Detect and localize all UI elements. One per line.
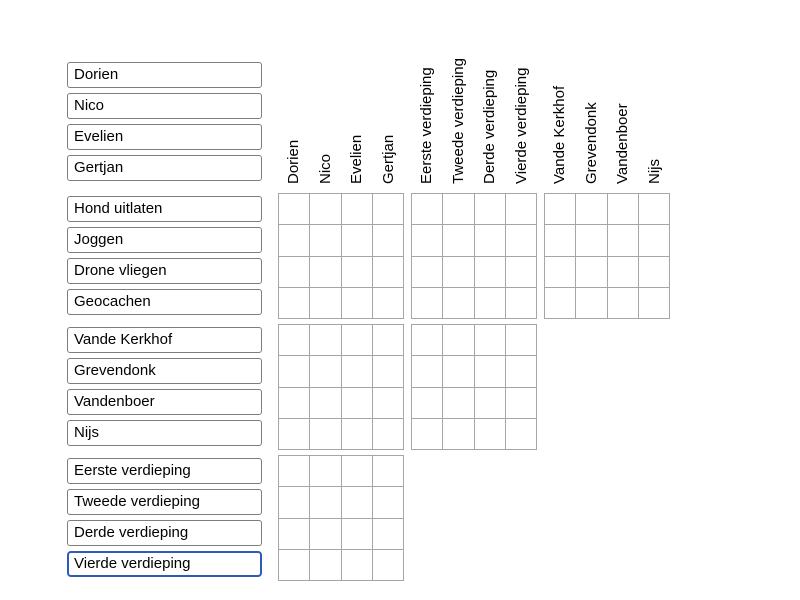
grid-cell[interactable] <box>412 288 442 318</box>
grid-cell[interactable] <box>342 388 372 418</box>
grid-cell[interactable] <box>475 257 505 287</box>
grid-cell[interactable] <box>342 325 372 355</box>
grid-cell[interactable] <box>506 194 536 224</box>
grid-cell[interactable] <box>279 419 309 449</box>
grid-cell[interactable] <box>279 487 309 517</box>
grid-cell[interactable] <box>310 288 340 318</box>
row-label-box-focused[interactable]: Vierde verdieping <box>67 551 262 577</box>
grid-cell[interactable] <box>443 194 473 224</box>
grid-cell[interactable] <box>506 419 536 449</box>
grid-cell[interactable] <box>608 194 638 224</box>
grid-block-floors-names <box>278 455 404 581</box>
grid-cell[interactable] <box>373 194 403 224</box>
row-label-box[interactable]: Grevendonk <box>67 358 262 384</box>
grid-cell[interactable] <box>342 419 372 449</box>
grid-cell[interactable] <box>342 356 372 386</box>
grid-cell[interactable] <box>310 519 340 549</box>
grid-cell[interactable] <box>279 325 309 355</box>
grid-block-surnames-floors <box>411 324 537 450</box>
grid-cell[interactable] <box>373 456 403 486</box>
grid-cell[interactable] <box>639 288 669 318</box>
grid-cell[interactable] <box>342 456 372 486</box>
grid-cell[interactable] <box>506 288 536 318</box>
grid-cell[interactable] <box>475 356 505 386</box>
grid-cell[interactable] <box>279 456 309 486</box>
row-label-box[interactable]: Vande Kerkhof <box>67 327 262 353</box>
grid-cell[interactable] <box>475 419 505 449</box>
grid-cell[interactable] <box>506 325 536 355</box>
grid-cell[interactable] <box>310 487 340 517</box>
row-label-box[interactable]: Nico <box>67 93 262 119</box>
grid-cell[interactable] <box>310 419 340 449</box>
grid-cell[interactable] <box>342 288 372 318</box>
grid-cell[interactable] <box>279 225 309 255</box>
row-label-box[interactable]: Geocachen <box>67 289 262 315</box>
grid-cell[interactable] <box>475 388 505 418</box>
grid-cell[interactable] <box>279 194 309 224</box>
grid-cell[interactable] <box>412 225 442 255</box>
column-headers-names <box>278 0 404 184</box>
column-label: Dorien <box>285 139 302 184</box>
grid-cell[interactable] <box>576 288 606 318</box>
grid-cell[interactable] <box>608 288 638 318</box>
grid-cell[interactable] <box>373 225 403 255</box>
grid-cell[interactable] <box>342 519 372 549</box>
grid-cell[interactable] <box>475 194 505 224</box>
grid-cell[interactable] <box>412 356 442 386</box>
grid-cell[interactable] <box>342 194 372 224</box>
grid-cell[interactable] <box>412 419 442 449</box>
grid-cell[interactable] <box>310 325 340 355</box>
column-label: Vandenboer <box>614 103 631 184</box>
grid-cell[interactable] <box>576 225 606 255</box>
column-label: Tweede verdieping <box>449 58 467 184</box>
column-label: Derde verdieping <box>481 69 498 184</box>
grid-cell[interactable] <box>639 257 669 287</box>
grid-cell[interactable] <box>373 356 403 386</box>
grid-cell[interactable] <box>506 257 536 287</box>
grid-cell[interactable] <box>639 225 669 255</box>
grid-cell[interactable] <box>373 419 403 449</box>
grid-cell[interactable] <box>310 550 340 580</box>
grid-cell[interactable] <box>639 194 669 224</box>
grid-cell[interactable] <box>576 194 606 224</box>
column-label: Grevendonk <box>582 102 600 184</box>
grid-cell[interactable] <box>342 487 372 517</box>
grid-cell[interactable] <box>310 257 340 287</box>
grid-cell[interactable] <box>443 356 473 386</box>
grid-cell[interactable] <box>412 388 442 418</box>
grid-cell[interactable] <box>506 388 536 418</box>
grid-cell[interactable] <box>576 257 606 287</box>
grid-cell[interactable] <box>475 288 505 318</box>
row-label-box[interactable]: Joggen <box>67 227 262 253</box>
grid-cell[interactable] <box>342 550 372 580</box>
grid-block-activities-floors <box>411 193 537 319</box>
row-label-box[interactable]: Dorien <box>67 62 262 88</box>
grid-cell[interactable] <box>279 356 309 386</box>
grid-cell[interactable] <box>545 194 575 224</box>
grid-cell[interactable] <box>310 225 340 255</box>
grid-cell[interactable] <box>373 487 403 517</box>
grid-cell[interactable] <box>373 550 403 580</box>
grid-cell[interactable] <box>310 356 340 386</box>
grid-cell[interactable] <box>475 225 505 255</box>
grid-cell[interactable] <box>412 257 442 287</box>
column-label: Eerste verdieping <box>418 67 435 184</box>
row-label-box[interactable]: Derde verdieping <box>67 520 262 546</box>
row-label-box[interactable]: Gertjan <box>67 155 262 181</box>
grid-cell[interactable] <box>373 388 403 418</box>
grid-cell[interactable] <box>412 194 442 224</box>
grid-block-activities-names <box>278 193 404 319</box>
grid-block-surnames-names <box>278 324 404 450</box>
grid-cell[interactable] <box>279 519 309 549</box>
grid-cell[interactable] <box>443 288 473 318</box>
grid-cell[interactable] <box>310 388 340 418</box>
column-label: Evelien <box>348 134 365 184</box>
grid-cell[interactable] <box>506 225 536 255</box>
grid-cell[interactable] <box>310 194 340 224</box>
grid-cell[interactable] <box>279 388 309 418</box>
grid-cell[interactable] <box>310 456 340 486</box>
row-label-box[interactable]: Hond uitlaten <box>67 196 262 222</box>
column-label: Gertjan <box>379 134 397 184</box>
grid-cell[interactable] <box>545 225 575 255</box>
grid-cell[interactable] <box>443 257 473 287</box>
column-label: Nijs <box>645 159 663 184</box>
row-label-box[interactable]: Eerste verdieping <box>67 458 262 484</box>
grid-block-activities-surnames <box>544 193 670 319</box>
grid-cell[interactable] <box>279 257 309 287</box>
column-label: Vierde verdieping <box>512 67 530 184</box>
grid-cell[interactable] <box>373 325 403 355</box>
column-label: Nico <box>316 153 334 184</box>
grid-cell[interactable] <box>279 288 309 318</box>
grid-cell[interactable] <box>412 325 442 355</box>
row-label-box[interactable]: Tweede verdieping <box>67 489 262 515</box>
grid-cell[interactable] <box>443 225 473 255</box>
row-label-box[interactable]: Nijs <box>67 420 262 446</box>
grid-cell[interactable] <box>608 257 638 287</box>
grid-cell[interactable] <box>342 225 372 255</box>
grid-cell[interactable] <box>443 325 473 355</box>
grid-cell[interactable] <box>608 225 638 255</box>
grid-cell[interactable] <box>342 257 372 287</box>
grid-cell[interactable] <box>443 419 473 449</box>
grid-cell[interactable] <box>373 257 403 287</box>
grid-cell[interactable] <box>545 288 575 318</box>
grid-cell[interactable] <box>475 325 505 355</box>
grid-cell[interactable] <box>506 356 536 386</box>
grid-cell[interactable] <box>279 550 309 580</box>
grid-cell[interactable] <box>443 388 473 418</box>
column-headers-floors <box>411 0 537 184</box>
column-headers-surnames <box>544 0 670 184</box>
grid-cell[interactable] <box>545 257 575 287</box>
row-label-box[interactable]: Drone vliegen <box>67 258 262 284</box>
grid-cell[interactable] <box>373 288 403 318</box>
row-label-box[interactable]: Evelien <box>67 124 262 150</box>
column-label: Vande Kerkhof <box>551 85 568 184</box>
row-label-box[interactable]: Vandenboer <box>67 389 262 415</box>
grid-cell[interactable] <box>373 519 403 549</box>
